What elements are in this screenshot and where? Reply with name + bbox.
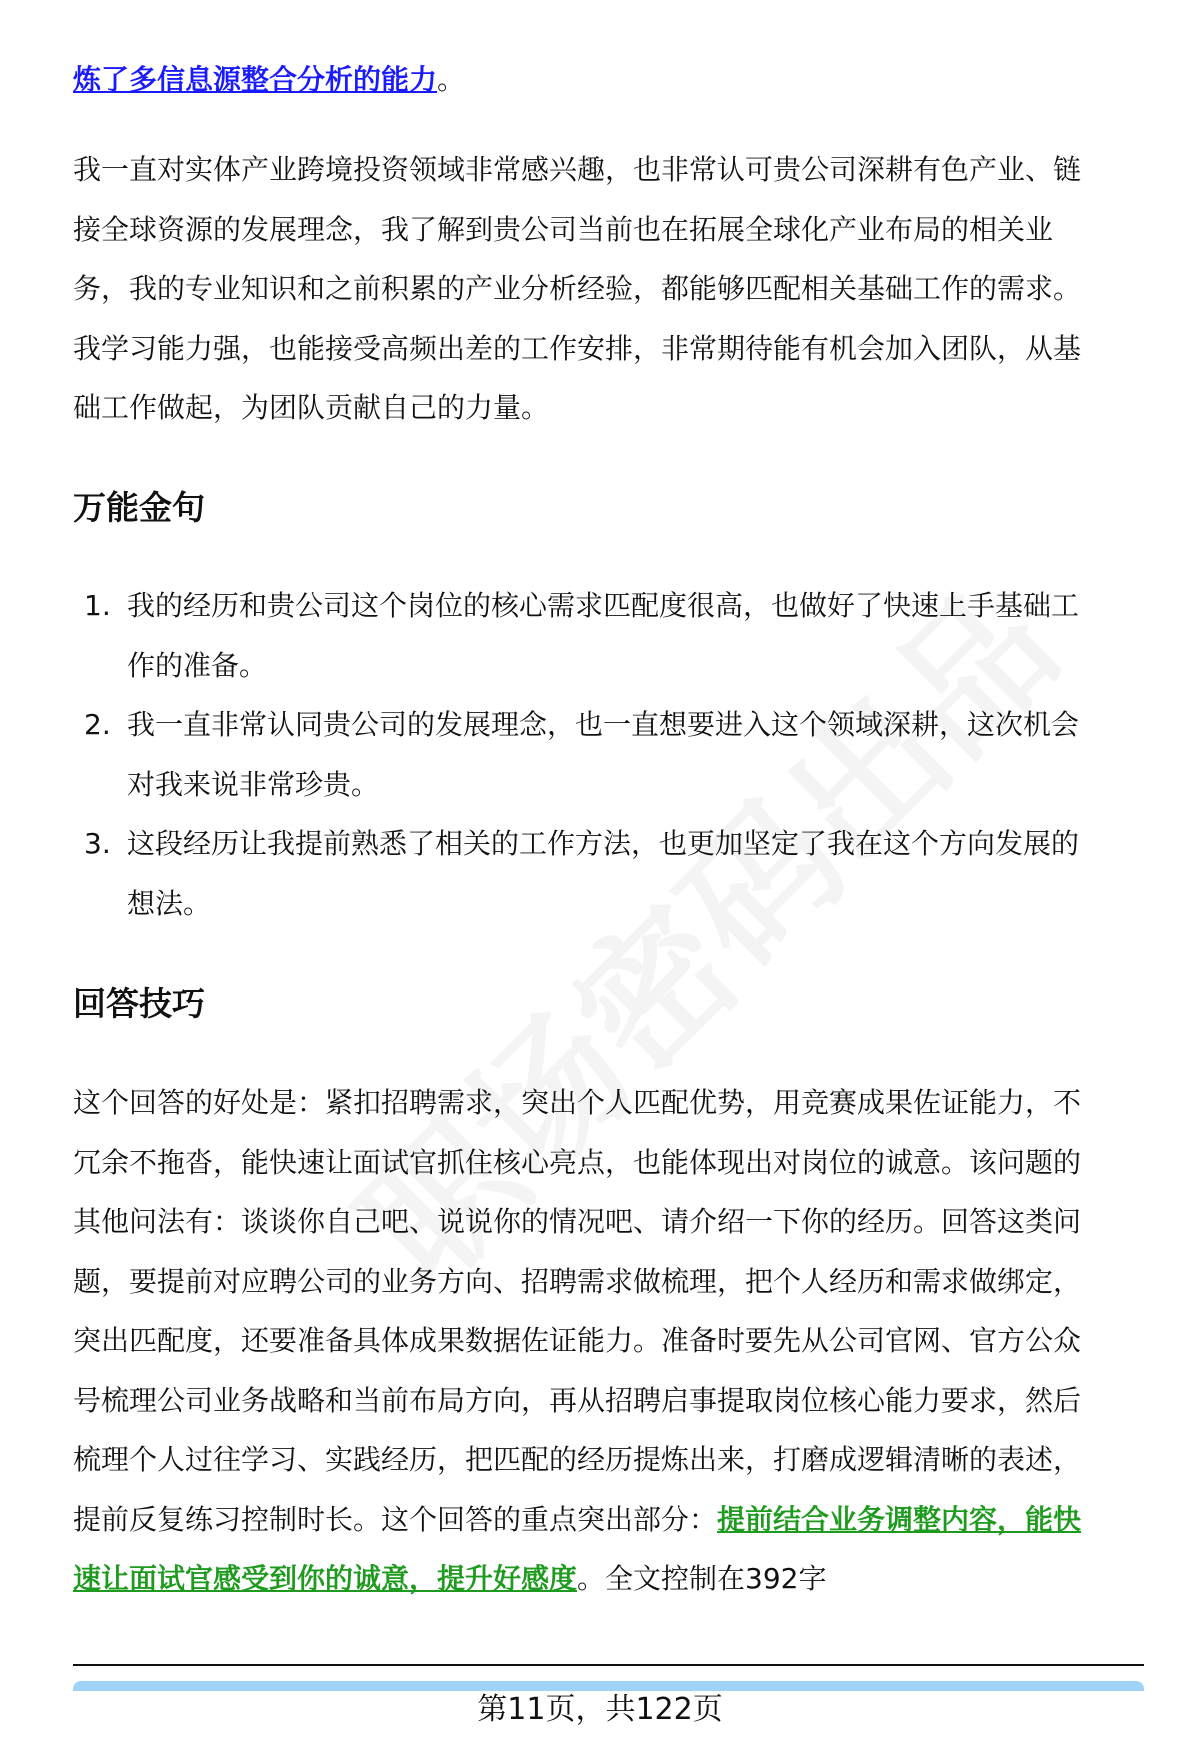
- list-number: 1.: [84, 589, 111, 622]
- list-item-line: 想法。: [127, 887, 212, 920]
- footer-divider: [73, 1664, 1144, 1666]
- highlighted-text: 速让面试官感受到你的诚意，提升好感度: [73, 1562, 578, 1595]
- plain-text: 。全文控制在392字: [577, 1562, 827, 1595]
- text-line: 冗余不拖沓，能快速让面试官抓住核心亮点，也能体现出对岗位的诚意。该问题的: [73, 1146, 1082, 1179]
- intro-line: [73, 60, 465, 100]
- text-line: 务，我的专业知识和之前积累的产业分析经验，都能够匹配相关基础工作的需求。: [73, 272, 1082, 305]
- text-line: 号梳理公司业务战略和当前布局方向，再从招聘启事提取岗位核心能力要求，然后: [73, 1384, 1082, 1417]
- punctuation: 。: [437, 63, 466, 96]
- text-line: 我学习能力强，也能接受高频出差的工作安排，非常期待能有机会加入团队，从基: [73, 332, 1082, 365]
- text-line: 其他问法有：谈谈你自己吧、说说你的情况吧、请介绍一下你的经历。回答这类问: [73, 1205, 1082, 1238]
- text-line: 梳理个人过往学习、实践经历，把匹配的经历提炼出来，打磨成逻辑清晰的表述，: [73, 1443, 1082, 1476]
- section-heading: 回答技巧: [73, 984, 205, 1023]
- text-line: 题，要提前对应聘公司的业务方向、招聘需求做梳理，把个人经历和需求做绑定，: [73, 1265, 1082, 1298]
- text-line: [73, 1559, 826, 1599]
- page-number: 第11页，共122页: [477, 1692, 723, 1727]
- list-number: 3.: [84, 827, 111, 860]
- section-heading: 万能金句: [73, 488, 205, 527]
- text-line: [73, 1500, 1081, 1540]
- text-line: 这个回答的好处是：紧扣招聘需求，突出个人匹配优势，用竞赛成果佐证能力，不: [73, 1086, 1082, 1119]
- text-line: 接全球资源的发展理念，我了解到贵公司当前也在拓展全球化产业布局的相关业: [73, 213, 1054, 246]
- plain-text: 提前反复练习控制时长。这个回答的重点突出部分：: [73, 1503, 718, 1536]
- list-item-line: 我一直非常认同贵公司的发展理念，也一直想要进入这个领域深耕，这次机会: [127, 708, 1080, 741]
- list-item-line: 这段经历让我提前熟悉了相关的工作方法，也更加坚定了我在这个方向发展的: [127, 827, 1080, 860]
- text-line: 础工作做起，为团队贡献自己的力量。: [73, 391, 550, 424]
- list-number: 2.: [84, 708, 111, 741]
- highlighted-text: 提前结合业务调整内容，能快: [717, 1503, 1082, 1536]
- list-item-line: 我的经历和贵公司这个岗位的核心需求匹配度很高，也做好了快速上手基础工: [127, 589, 1080, 622]
- text-line: 我一直对实体产业跨境投资领域非常感兴趣，也非常认可贵公司深耕有色产业、链: [73, 153, 1082, 186]
- list-item-line: 对我来说非常珍贵。: [127, 768, 380, 801]
- highlighted-text: 炼了多信息源整合分析的能力: [73, 63, 438, 96]
- text-line: 突出匹配度，还要准备具体成果数据佐证能力。准备时要先从公司官网、官方公众: [73, 1324, 1082, 1357]
- list-item-line: 作的准备。: [127, 649, 268, 682]
